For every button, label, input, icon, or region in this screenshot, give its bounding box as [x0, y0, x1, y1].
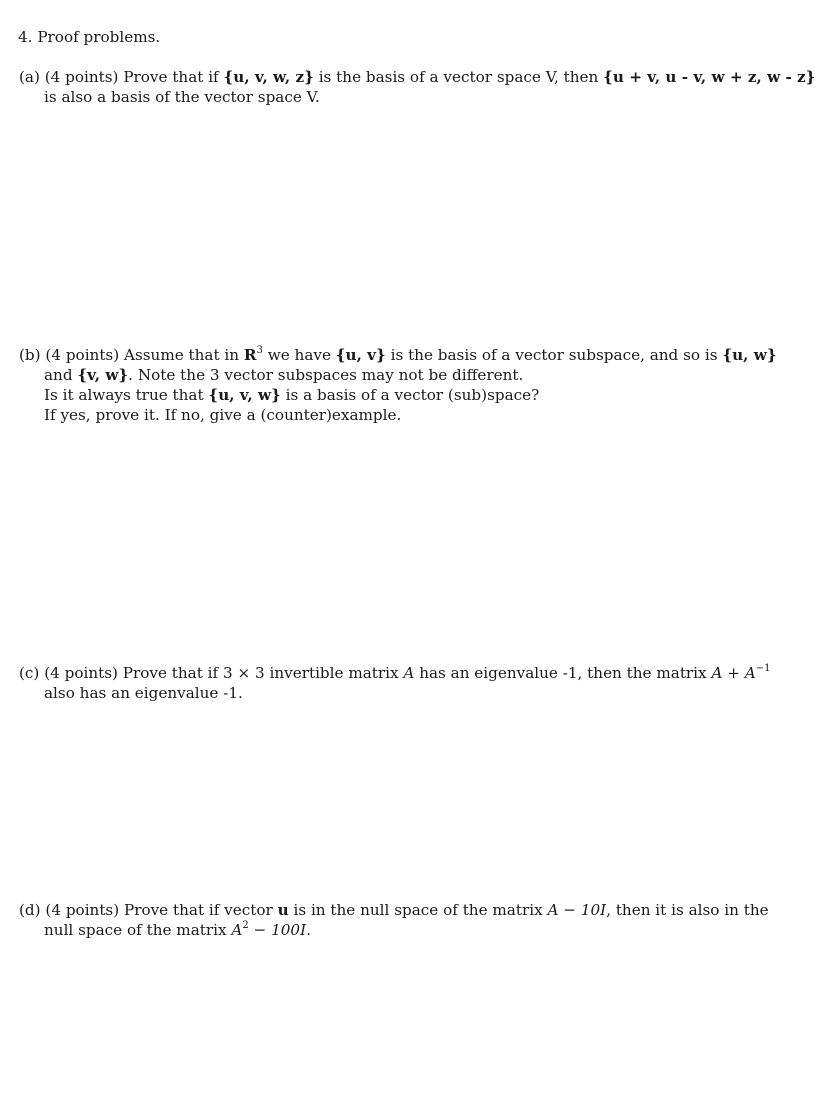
problem-b-space-exponent: 3	[256, 344, 263, 356]
problem-c	[19, 663, 809, 703]
problem-a-set-1: {u, v, w, z}	[223, 68, 314, 86]
problem-d-expression-2-base: A	[231, 921, 243, 939]
problem-d-text-4: null space of the matrix	[44, 921, 227, 939]
problem-a-text-2: is the basis of a vector space V, then	[318, 68, 599, 86]
problem-b-line-1	[19, 345, 809, 365]
problem-b-points: (4 points)	[45, 346, 120, 364]
problem-c-line-1	[19, 663, 809, 683]
problem-d-line-2	[19, 920, 809, 940]
problem-b-line-4: If yes, prove it. If no, give a (counter)example.	[44, 406, 402, 424]
problem-b-text-3: is the basis of a vector subspace, and so is	[390, 346, 718, 364]
problem-b	[19, 345, 809, 425]
problem-b-text-7: is a basis of a vector (sub)space?	[285, 386, 540, 404]
problem-d-text-5: .	[306, 921, 311, 939]
problem-c-label: (c)	[19, 664, 40, 682]
section-heading: 4. Proof problems.	[18, 28, 161, 46]
problem-b-set-4: {u, v, w}	[208, 386, 281, 404]
problem-d-expression-2-exponent: 2	[242, 919, 249, 931]
problem-d-vector: u	[277, 901, 289, 919]
problem-b-label: (b)	[19, 346, 41, 364]
problem-b-set-2: {u, w}	[722, 346, 777, 364]
problem-c-points: (4 points)	[44, 664, 118, 682]
problem-d	[19, 900, 809, 940]
problem-a-line-1	[19, 67, 816, 87]
problem-a-line-2: is also a basis of the vector space V.	[44, 88, 320, 106]
problem-a-text-1: Prove that if	[123, 68, 219, 86]
problem-a-set-2: {u + v, u - v, w + z, w - z}	[603, 68, 816, 86]
problem-b-set-3: {v, w}	[77, 366, 129, 384]
problem-b-line-3	[19, 385, 809, 405]
problem-c-text-1: Prove that if 3 × 3 invertible matrix	[122, 664, 399, 682]
problem-c-text-2: has an eigenvalue -1, then the matrix	[419, 664, 707, 682]
problem-c-matrix: A	[403, 664, 415, 682]
problem-b-text-6: Is it always true that	[44, 386, 204, 404]
problem-b-text-2: we have	[267, 346, 331, 364]
problem-c-expression: A + A	[711, 664, 756, 682]
problem-a-points: (4 points)	[44, 68, 119, 86]
problem-d-points: (4 points)	[45, 901, 120, 919]
problem-d-expression-2-rest: − 100I	[253, 921, 307, 939]
problem-a-label: (a)	[19, 68, 40, 86]
problem-d-text-2: is in the null space of the matrix	[293, 901, 543, 919]
problem-d-label: (d)	[19, 901, 41, 919]
problem-c-line-2: also has an eigenvalue -1.	[44, 684, 243, 702]
problem-b-text-5: . Note the 3 vector subspaces may not be different.	[128, 366, 524, 384]
problem-c-expression-exponent: −1	[755, 662, 771, 674]
problem-d-expression-1: A − 10I	[547, 901, 607, 919]
problem-d-text-1: Prove that if vector	[123, 901, 273, 919]
problem-d-text-3: , then it is also in the	[606, 901, 769, 919]
problem-b-space: R	[243, 346, 257, 364]
problem-b-set-1: {u, v}	[335, 346, 386, 364]
problem-a	[19, 67, 816, 107]
problem-b-text-4: and	[44, 366, 73, 384]
problem-d-line-1	[19, 900, 809, 920]
problem-b-text-1: Assume that in	[123, 346, 240, 364]
problem-b-line-2	[19, 365, 809, 385]
